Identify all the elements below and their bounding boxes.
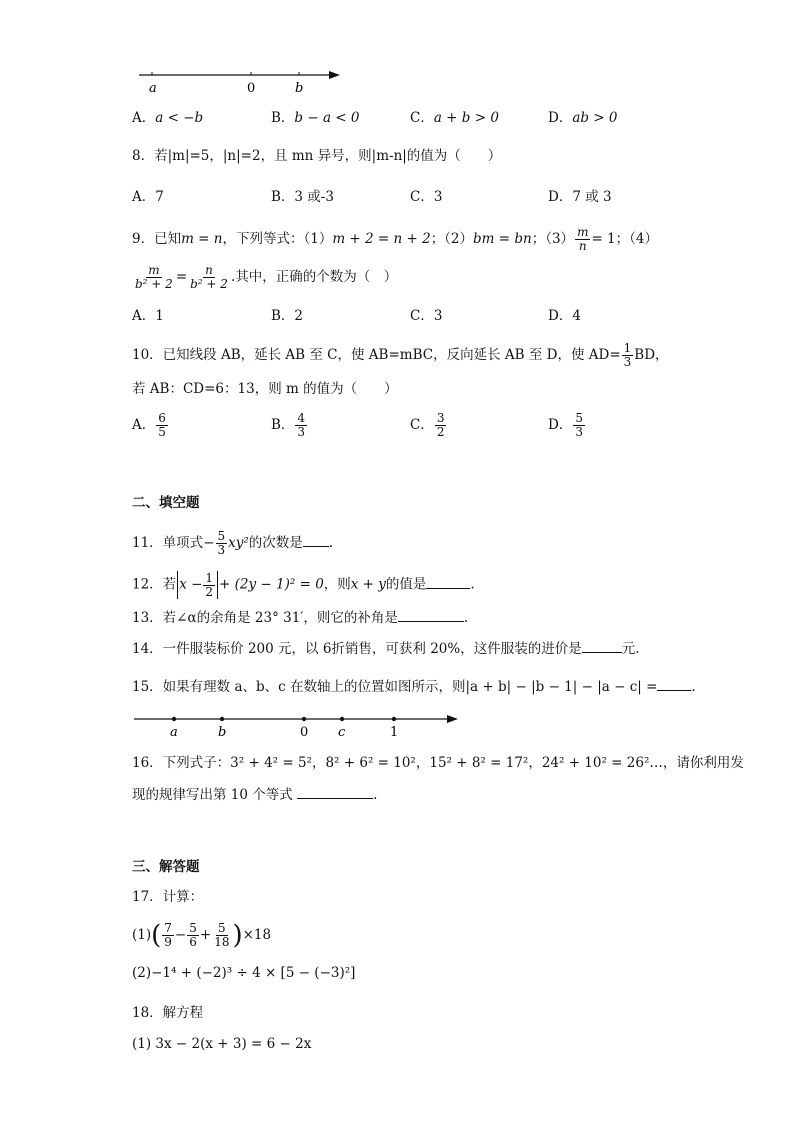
q8-option-d[interactable]: D．7 或 3 [548,189,612,205]
answer-blank[interactable] [303,534,329,547]
q18-part1: (1) 3x − 2(x + 3) = 6 − 2x [132,1036,312,1052]
fraction: $\frac{m}{n}$ [577,225,589,253]
q17-part2: (2)−1⁴ + (−2)³ ÷ 4 × [5 − (−3)²] [132,965,356,981]
section-heading-solve: 三、解答题 [132,859,200,875]
q11-stem: 11．单项式− $\frac{5}{3}$ xy²的次数是 . [132,529,334,557]
one-label: 1 [390,725,399,740]
point-a [172,717,176,721]
fraction: $\frac{5}{3}$ [217,529,226,557]
point-zero [302,717,306,721]
q9-stem-line1: 9．已知m = n，下列等式：（1）m + 2 = n + 2；（2）bm = bn；（3） $\frac{m}{n}$ = 1；（4） [132,225,658,253]
answer-blank[interactable] [297,786,373,799]
answer-blank[interactable] [657,678,691,691]
zero-label: 0 [300,725,309,740]
point-b [220,717,224,721]
fraction: $\frac{5}{6}$ [189,921,197,949]
q9-option-a[interactable]: A．1 [132,308,164,324]
q17-title: 17．计算： [132,889,204,905]
q7-option-c[interactable]: C．a + b > 0 [410,110,499,126]
q9-option-c[interactable]: C．3 [410,308,443,324]
point-a-label: a [170,725,178,740]
answer-blank[interactable] [398,609,464,622]
fraction: $\frac{1}{2}$ [205,570,214,599]
q10-option-d[interactable]: D． $\frac{5}{3}$ [548,411,583,439]
fraction: $\frac{7}{9}$ [164,921,172,949]
q8-option-c[interactable]: C．3 [410,189,443,205]
q17-part1: (1)( $\frac{7}{9}$ − $\frac{5}{6}$ + $\frac{5}{18}$ )×18 [132,920,272,951]
q15-stem: 15．如果有理数 a、b、c 在数轴上的位置如图所示，则|a + b| − |b − 1| − |a − c| = . [132,679,696,695]
point-a-label: a [149,81,157,96]
q13-stem: 13．若∠α的余角是 23° 31′，则它的补角是 . [132,610,469,626]
fraction: $\frac{1}{3}$ [623,341,632,369]
q14-stem: 14．一件服装标价 200 元，以 6折销售，可获利 20%，这件服装的进价是 元. [132,641,640,657]
q9-option-d[interactable]: D．4 [548,308,581,324]
q8-stem: 8．若|m|=5，|n|=2，且 mn 异号，则|m-n|的值为（ ） [132,148,502,164]
number-line-2 [132,708,462,742]
q10-option-a[interactable]: A． $\frac{6}{5}$ [132,411,166,439]
q16-stem-line1: 16．下列式子：3² + 4² = 5²，8² + 6² = 10²，15² + 8² = 17²，24² + 10² = 26²…，请你利用发 [132,755,744,771]
q7-option-b[interactable]: B．b − a < 0 [271,110,360,126]
q9-option-b[interactable]: B．2 [271,308,304,324]
fraction: $\frac{4}{3}$ [297,411,306,439]
q8-option-a[interactable]: A．7 [132,189,164,205]
q18-title: 18．解方程 [132,1005,204,1021]
q12-stem: 12．若 x − $\frac{1}{2}$ + (2y − 1)² = 0，则x + y的值是 . [132,570,475,599]
fraction: $\frac{n}{\text{b² + 2}}$ [190,263,228,291]
number-line-arrow [329,71,340,79]
number-line-1 [135,64,345,98]
q8-option-b[interactable]: B．3 或-3 [271,189,334,205]
q9-stem-line2: $\frac{m}{\text{b² + 2}}$ = $\frac{n}{\text{b² + 2}}$ .其中，正确的个数为（ ） [135,263,398,291]
q10-option-c[interactable]: C． $\frac{3}{2}$ [410,411,445,439]
q10-option-b[interactable]: B． $\frac{4}{3}$ [271,411,306,439]
fraction: $\frac{6}{5}$ [158,411,166,439]
zero-label: 0 [247,81,256,96]
section-heading-fill-in: 二、填空题 [132,495,200,511]
q7-option-d[interactable]: D．ab > 0 [548,110,618,126]
point-one [392,717,396,721]
point-c [340,717,344,721]
fraction: $\frac{3}{2}$ [436,411,445,439]
point-c-label: c [338,725,346,740]
point-b-label: b [218,725,227,740]
point-b-label: b [295,81,304,96]
answer-blank[interactable] [426,576,470,589]
fraction: $\frac{m}{\text{b² + 2}}$ [135,263,173,291]
answer-blank[interactable] [582,640,622,653]
fraction: $\frac{5}{18}$ [214,921,230,949]
q10-stem-line1: 10．已知线段 AB，延长 AB 至 C，使 AB=mBC，反向延长 AB 至 D，使 AD= $\frac{1}{3}$ BD， [132,341,669,369]
q16-stem-line2: 现的规律写出第 10 个等式 . [132,787,378,803]
fraction: $\frac{5}{3}$ [575,411,583,439]
number-line-arrow [447,715,458,723]
q7-option-a[interactable]: A．a < −b [132,110,204,126]
q10-stem-line2: 若 AB：CD=6：13，则 m 的值为（ ） [132,381,398,397]
